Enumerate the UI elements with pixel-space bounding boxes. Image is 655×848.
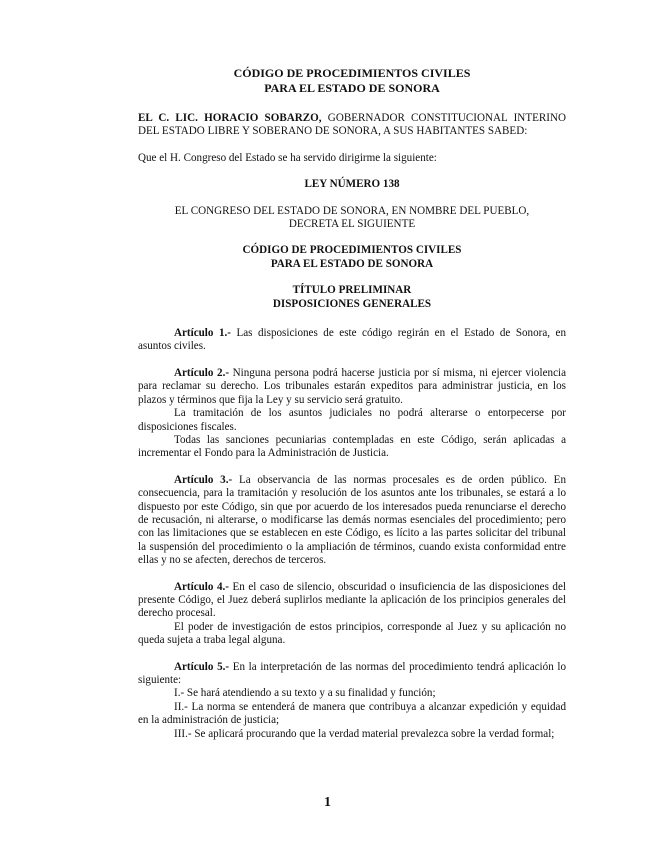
article-3-label: Artículo 3.- [174, 473, 233, 486]
article-2-text: Ninguna persona podrá hacerse justicia por sí misma, ni ejercer violencia para reclamar su derecho. Los tribunales estarán expeditos para administrar justicia, en los plazos y términos que fija la Ley y su servicio será gratuito. [138, 366, 566, 406]
article-5 [138, 661, 566, 688]
decree-line1: EL CONGRESO DEL ESTADO DE SONORA, EN NOMBRE DEL PUEBLO, [174, 204, 530, 217]
decree-line2: DECRETA EL SIGUIENTE [288, 218, 416, 231]
congress-line: Que el H. Congreso del Estado se ha servido dirigirme la siguiente: [138, 151, 437, 164]
article-2-paragraph-2: La tramitación de los asuntos judiciales no podrá alterarse o entorpecerse por disposiciones fiscales. [138, 407, 566, 433]
article-2-label: Artículo 2.- [174, 366, 230, 379]
article-3-text: La observancia de las normas procesales es de orden público. En consecuencia, para la tramitación y resolución de los asuntos ante los tribunales, se estará a lo dispuesto por este Código, sin que por acuerdo de los interesados pueda renunciarse el derecho de recusación, ni alterarse, o modificarse las demás normas esenciales del procedimiento; pero con las limitaciones que se establecen en este Código, es lícito a las partes solicitar del tribunal la suspensión del procedimiento o la ampliación de términos, cuando exista conformidad entre ellas y no se afecten, derechos de terceros. [138, 473, 566, 567]
article-5-label: Artículo 5.- [174, 660, 230, 673]
code-heading-line2: PARA EL ESTADO DE SONORA [270, 257, 434, 270]
article-5-item-1: I.- Se hará atendiendo a su texto y a su finalidad y función; [174, 687, 436, 700]
document-page [138, 66, 566, 741]
article-4 [138, 581, 566, 621]
article-4-label: Artículo 4.- [174, 580, 229, 593]
article-4-paragraph-2: El poder de investigación de estos principios, corresponde al Juez y su aplicación no queda sujeta a traba legal alguna. [138, 620, 566, 647]
article-2-paragraph-3: Todas las sanciones pecuniarias contempladas en este Código, serán aplicadas a incrementar el Fondo para la Administración de Justicia. [138, 433, 566, 460]
titulo-heading-line2: DISPOSICIONES GENERALES [272, 297, 432, 310]
article-5-item-2: II.- La norma se entenderá de manera que contribuya a alcanzar expedición y equidad en la administración de justicia; [138, 700, 566, 727]
article-5-item-3: III.- Se aplicará procurando que la verdad material prevalezca sobre la verdad formal; [174, 727, 555, 740]
article-4-text: En el caso de silencio, obscuridad o insuficiencia de las disposiciones del presente Código, el Juez deberá suplirlos mediante la aplicación de los principios generales del derecho procesal. [138, 580, 566, 620]
page-number: 1 [324, 795, 331, 810]
article-1-text: Las disposiciones de este código regirán en el Estado de Sonora, en asuntos civiles. [138, 327, 566, 353]
titulo-heading-line1: TÍTULO PRELIMINAR [292, 284, 412, 297]
article-3 [138, 474, 566, 568]
intro-rest: GOBERNADOR CONSTITUCIONAL INTERINO DEL ESTADO LIBRE Y SOBERANO DE SONORA, A SUS HABITANTES SABED: [138, 112, 566, 138]
governor-name: EL C. LIC. HORACIO SOBARZO, [138, 112, 322, 124]
document-title-line1: CÓDIGO DE PROCEDIMIENTOS CIVILES [233, 66, 471, 80]
document-title-line2: PARA EL ESTADO DE SONORA [264, 81, 440, 95]
article-1 [138, 327, 566, 354]
article-1-label: Artículo 1.- [174, 327, 231, 340]
article-2 [138, 367, 566, 407]
article-5-text: En la interpretación de las normas del procedimiento tendrá aplicación lo siguiente: [138, 660, 566, 686]
law-number: LEY NÚMERO 138 [304, 178, 400, 191]
intro-paragraph [138, 112, 566, 139]
code-heading-line1: CÓDIGO DE PROCEDIMIENTOS CIVILES [242, 244, 462, 257]
